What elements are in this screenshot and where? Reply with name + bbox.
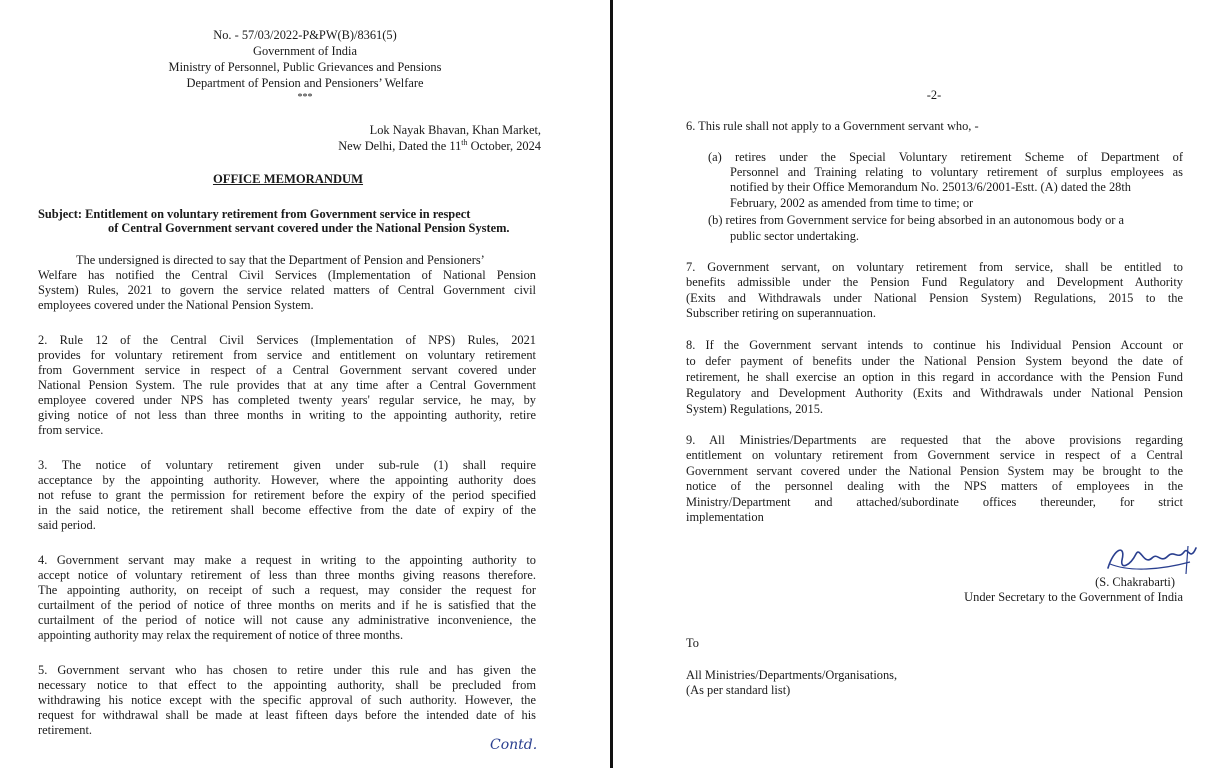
paragraph-line: Subscriber retiring on superannuation. <box>686 306 876 320</box>
header-stars: *** <box>297 92 313 103</box>
paragraph-line: The undersigned is directed to say that the Department of Pension and Pensioners’ <box>76 253 485 267</box>
paragraph-line: 2. Rule 12 of the Central Civil Services (Implementation of NPS) Rules, 2021 <box>38 333 536 347</box>
paragraph-line: employees covered under the National Pension System. <box>38 298 314 312</box>
paragraph-line: from service. <box>38 423 104 437</box>
paragraph-line: System) Rules, 2021 to govern the service related matters of Central Government civil <box>38 283 536 297</box>
recipient-line: All Ministries/Departments/Organisations, <box>686 668 898 682</box>
paragraph-line: 4. Government servant may make a request in writing to the appointing authority to <box>38 553 536 567</box>
paragraph-line: provides for voluntary retirement from service and entitlement on voluntary retirement <box>38 348 536 362</box>
recipient-line: (As per standard list) <box>686 683 791 697</box>
paragraph-line: Welfare has notified the Central Civil Services (Implementation of National Pension <box>38 268 536 282</box>
paragraph-line: System) Regulations, 2015. <box>686 402 823 416</box>
paragraph-line: withdrawing his notice except with the specific approval of such authority. However, the <box>38 693 536 707</box>
to-label: To <box>686 636 699 650</box>
subject-line-2: of Central Government servant covered under the National Pension System. <box>108 221 510 235</box>
paragraph-line: 8. If the Government servant intends to continue his Individual Pension Account or <box>686 338 1183 352</box>
paragraph-line: 3. The notice of voluntary retirement given under sub-rule (1) shall require <box>38 458 536 472</box>
subject-line-1: Subject: Entitlement on voluntary retirement from Government service in respect <box>38 207 471 221</box>
department-name: Department of Pension and Pensioners’ Welfare <box>186 76 424 90</box>
memo-title: OFFICE MEMORANDUM <box>212 172 364 186</box>
paragraph-line: notified by their Office Memorandum No. 25013/6/2001-Estt. (A) dated the 28th <box>730 180 1132 194</box>
paragraph-line: acceptance by the appointing authority. However, where the appointing authority does <box>38 473 536 487</box>
paragraph-line: in the said notice, the retirement shall become effective from the date of expiry of the <box>38 503 536 517</box>
page-divider <box>610 0 613 768</box>
contd-handwritten-mark <box>488 734 554 756</box>
paragraph-line: benefits admissible under the Pension Fund Regulatory and Development Authority <box>686 275 1183 289</box>
paragraph-line: (b) retires from Government service for being absorbed in an autonomous body or a <box>708 213 1124 227</box>
address-line-1: Lok Nayak Bhavan, Khan Market, <box>369 123 541 137</box>
paragraph-line: curtailment of the period of notice of three months on merits and if he is satisfied that the <box>38 598 536 612</box>
paragraph-line: employee covered under NPS has completed twenty years' regular service, he may, by <box>38 393 536 407</box>
paragraph-line: appointing authority may relax the requirement of notice of three months. <box>38 628 404 642</box>
paragraph-line: National Pension System. The rule provides that at any time after a Central Government <box>38 378 536 392</box>
paragraph-line: Regulatory and Development Authority (Exits and Withdrawals under National Pension <box>686 386 1183 400</box>
paragraph-line: The appointing authority, on receipt of such a request, may consider the request for <box>38 583 536 597</box>
ministry-name: Ministry of Personnel, Public Grievances and Pensions <box>168 60 442 74</box>
paragraph-line: public sector undertaking. <box>730 229 860 243</box>
paragraph-line: retirement. <box>38 723 93 737</box>
paragraph-line: (Exits and Withdrawals under National Pension System) Regulations, 2015 to the <box>686 291 1183 305</box>
paragraph-line: Government servant covered under the National Pension System may be brought to the <box>686 464 1183 478</box>
address-date-line: New Delhi, Dated the 11th October, 2024 <box>338 137 541 153</box>
paragraph-line: notice of the personnel dealing with the NPS matters of employees in the <box>686 479 1183 493</box>
signature <box>1100 540 1200 580</box>
paragraph-line: necessary notice to that effect to the appointing authority, shall be precluded from <box>38 678 536 692</box>
paragraph-line: to defer payment of benefits under the National Pension System beyond the date of <box>686 354 1183 368</box>
paragraph-line: Ministry/Department and attached/subordinate offices thereunder, for strict <box>686 495 1183 509</box>
svg-text:Contd.: Contd. <box>490 737 538 753</box>
paragraph-line: 7. Government servant, on voluntary retirement from service, shall be entitled to <box>686 260 1183 274</box>
file-number: No. - 57/03/2022-P&PW(B)/8361(5) <box>213 28 397 42</box>
government-name: Government of India <box>253 44 357 58</box>
paragraph-line: implementation <box>686 510 764 524</box>
paragraph-line: not refuse to grant the permission for retirement before the expiry of the period specified <box>38 488 536 502</box>
paragraph-line: 5. Government servant who has chosen to retire under this rule and has given the <box>38 663 536 677</box>
paragraph-line: 9. All Ministries/Departments are requested that the above provisions regarding <box>686 433 1183 447</box>
paragraph-line: request for withdrawal shall be made at least fifteen days before the intended date of his <box>38 708 536 722</box>
paragraph-line: said period. <box>38 518 96 532</box>
paragraph-line: entitlement on voluntary retirement from Government service in respect of a Central <box>686 448 1183 462</box>
paragraph-line: Personnel and Training relating to voluntary retirement of surplus employees as <box>730 165 1183 179</box>
paragraph-6-intro: 6. This rule shall not apply to a Government servant who, - <box>686 119 979 133</box>
page-number: -2- <box>926 88 942 102</box>
paragraph-line: giving notice of not less than three months in writing to the appointing authority, retire <box>38 408 536 422</box>
paragraph-line: February, 2002 as amended from time to time; or <box>730 196 974 210</box>
paragraph-line: accept notice of voluntary retirement of less than three months giving reasons therefore. <box>38 568 536 582</box>
paragraph-line: from Government service in respect of a Central Government servant covered under <box>38 363 536 377</box>
signatory-designation: Under Secretary to the Government of India <box>964 590 1183 604</box>
paragraph-line: curtailment of the period of notice will not cause any administrative inconvenience, the <box>38 613 536 627</box>
paragraph-line: retirement, he shall exercise an option in this regard in accordance with the Pension Fund <box>686 370 1183 384</box>
signatory-name: (S. Chakrabarti) <box>1095 575 1175 589</box>
paragraph-line: (a) retires under the Special Voluntary retirement Scheme of Department of <box>708 150 1183 164</box>
